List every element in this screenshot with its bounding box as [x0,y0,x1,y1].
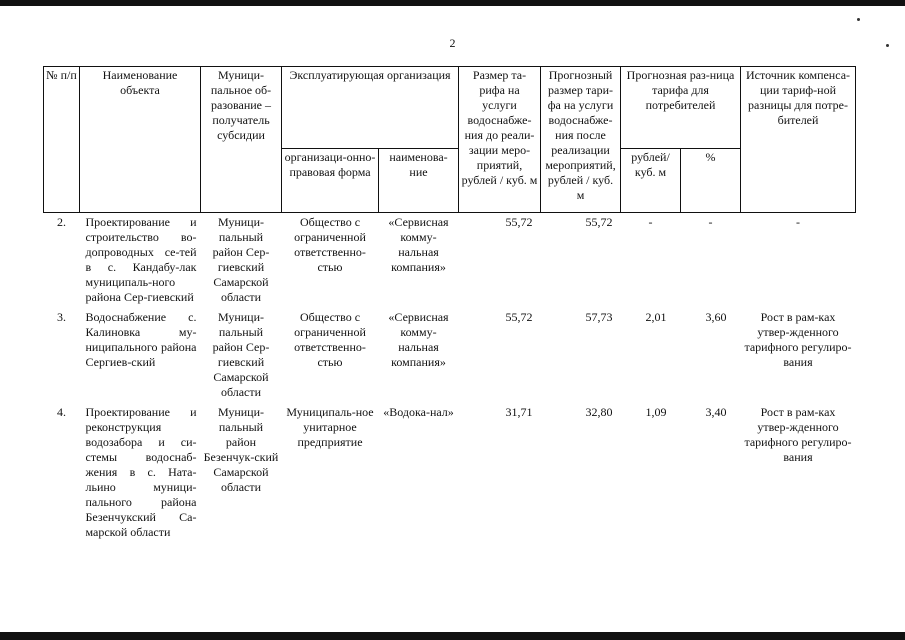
scan-bottom-border [0,632,905,640]
tariff-before: 55,72 [505,215,533,229]
table-row [44,308,856,403]
row-number: 2. [57,215,66,229]
header-tariff-after: Прогнозный размер тари-фа на услуги водоснабже-ния после реализации мероприятий, рублей / куб. м [541,67,621,213]
municipality: Муници-пальный район Безенчук-ский Самарской области [203,405,279,494]
header-compensation-source: Источник компенса-ции тариф-ной разницы для потре-бителей [741,67,856,213]
subsidy-table [43,66,856,543]
compensation-source: - [796,215,801,229]
diff-rubles: - [648,215,653,229]
tariff-before: 31,71 [505,405,533,419]
header-num: № п/п [44,67,80,213]
tariff-after: 55,72 [585,215,613,229]
header-operator: Эксплуатирующая организация [282,67,459,149]
header-municipality: Муници-пальное об-разование – получатель субсидии [201,67,282,213]
legal-form: Муниципаль-ное унитарное предприятие [286,405,374,449]
diff-rubles: 1,09 [645,405,667,419]
compensation-source: Рост в рам-ках утвер-жденного тарифного регулиро-вания [744,310,852,369]
scan-top-border [0,0,905,6]
tariff-before: 55,72 [505,310,533,324]
object-name: Проектирование и реконструкция водозабора и си-стемы водоснаб-жения в с. Ната-льино муници-пального района Безенчукский Са-марской области [85,405,197,539]
diff-percent: 3,60 [705,310,727,324]
tariff-after: 32,80 [585,405,613,419]
header-operator-form: организаци-онно-правовая форма [282,149,379,213]
header-diff-percent: % [681,149,741,213]
municipality: Муници-пальный район Сер-гиевский Самарской области [212,215,270,304]
compensation-source: Рост в рам-ках утвер-жденного тарифного регулиро-вания [744,405,852,464]
diff-percent: 3,40 [705,405,727,419]
scan-speck [857,18,860,21]
header-tariff-difference: Прогнозная раз-ница тарифа для потребителей [621,67,741,149]
table-row [44,213,856,309]
tariff-after: 57,73 [585,310,613,324]
row-number: 4. [57,405,66,419]
row-number: 3. [57,310,66,324]
header-object-name: Наименование объекта [80,67,201,213]
organization-name: «Сервисная комму-нальная компания» [388,310,449,369]
legal-form: Общество с ограниченной ответственно-стью [294,215,366,274]
diff-percent: - [708,215,713,229]
legal-form: Общество с ограниченной ответственно-стью [294,310,366,369]
object-name: Водоснабжение с. Калиновка му-ниципального района Сергиев-ский [85,310,197,369]
header-tariff-before: Размер та-рифа на услуги водоснабже-ния до реали-зации меро-приятий, рублей / куб. м [459,67,541,213]
organization-name: «Водока-нал» [383,405,454,419]
header-operator-name: наименова-ние [379,149,459,213]
table-row [44,403,856,543]
object-name: Проектирование и строительство во-допроводных се-тей в с. Кандабу-лак муниципаль-ного района Сер-гиевский [85,215,197,304]
organization-name: «Сервисная комму-нальная компания» [388,215,449,274]
page-number: 2 [449,36,456,50]
header-diff-rubles: рублей/ куб. м [621,149,681,213]
diff-rubles: 2,01 [645,310,667,324]
municipality: Муници-пальный район Сер-гиевский Самарской области [212,310,270,399]
